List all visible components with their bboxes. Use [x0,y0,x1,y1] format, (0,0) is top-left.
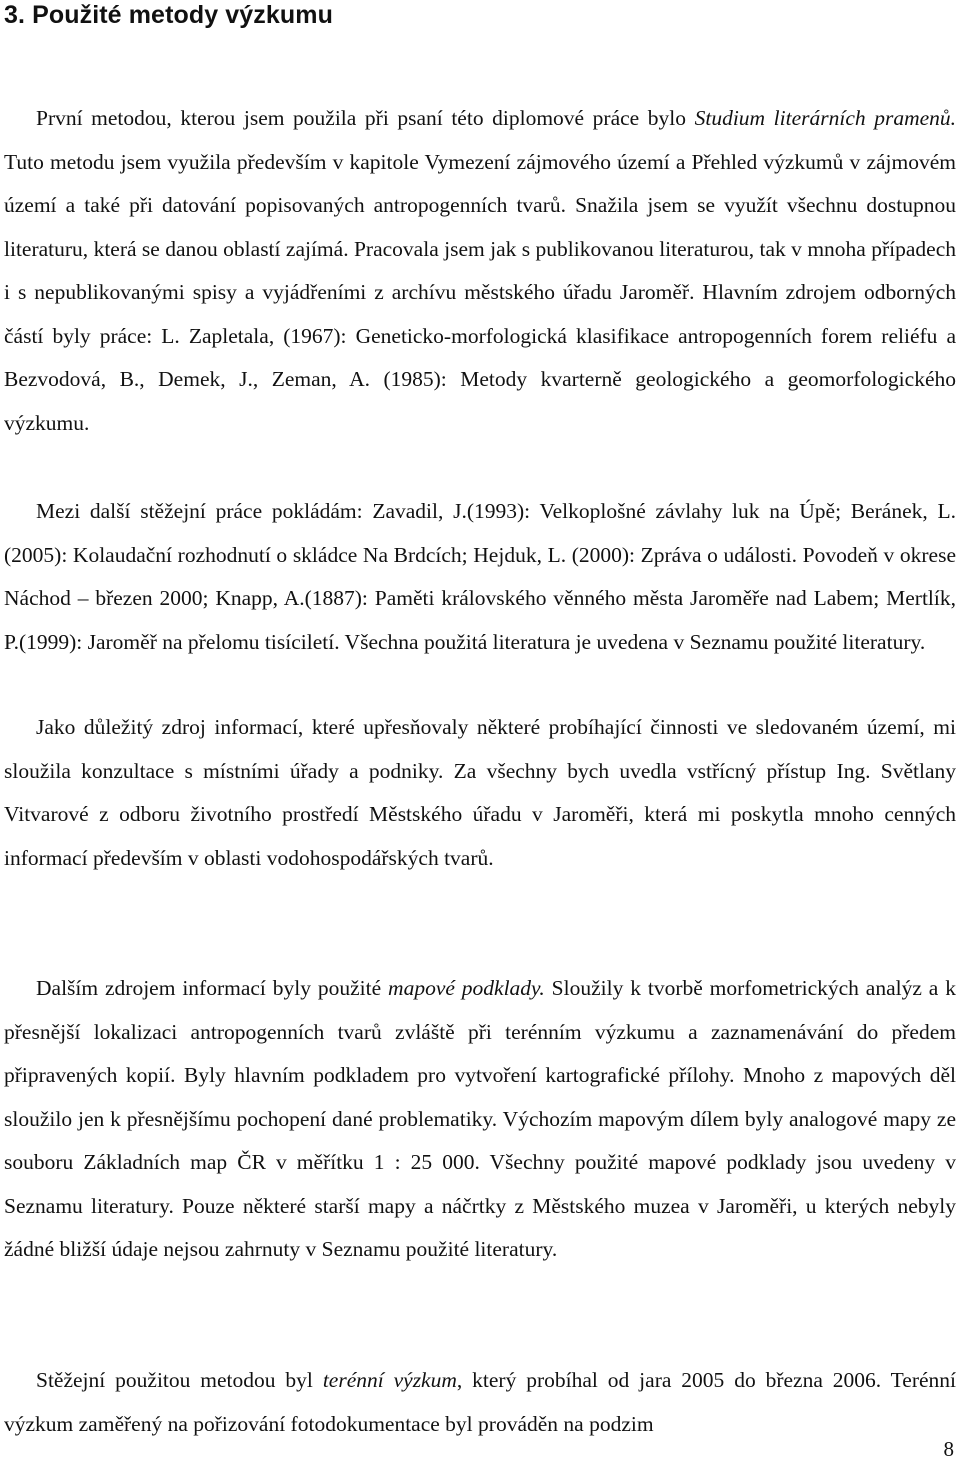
paragraph-consultation: Jako důležitý zdroj informací, které upřesňovaly některé probíhající činnosti ve sledovaném území, mi sloužila konzultace s místními úřady a podniky. Za všechny bych uvedla vstřícný přístup Ing. Světlany Vitvarové z odboru životního prostředí Městského úřadu v Jaroměři, která mi poskytla mnoho cenných informací především v oblasti vodohospodářských tvarů. [4,715,956,870]
emphasis-text: Studium literárních pramenů. [694,106,957,130]
paragraph-key-works: Mezi další stěžejní práce pokládám: Zavadil, J.(1993): Velkoplošné závlahy luk na Úpě; Beránek, L. (2005): Kolaudační rozhodnutí o skládce Na Brdcích; Hejduk, L. (2000): Zpráva o události. Povodeň v okrese Náchod – březen 2000; Knapp, A.(1887): Paměti královského věnného města Jaroměře nad Labem; Mertlík, P.(1999): Jaroměř na přelomu tisíciletí. Všechna použitá literatura je uvedena v Seznamu použité literatury. [4,499,956,654]
emphasis-text: terénní výzkum [322,1368,457,1392]
paragraph-field-research [4,1359,956,1446]
page-number: 8 [943,1437,954,1461]
paragraph-text: Sloužily k tvorbě morfometrických analýz a k přesnější lokalizaci antropogenních tvarů zvláště při terénním výzkumu a zaznamenávání do předem připravených kopií. Byly hlavním podkladem pro vytvoření kartografické přílohy. Mnoho z mapových děl sloužilo jen k přesnějšímu pochopení dané problematiky. Výchozím mapovým dílem byly analogové mapy ze souboru Základních map ČR v měřítku 1 : 25 000. Všechny použité mapové podklady jsou uvedeny v Seznamu literatury. Pouze některé starší mapy a náčrtky z Městského muzea v Jaroměři, u kterých nebyly žádné bližší údaje nejsou zahrnuty v Seznamu použité literatury. [4,976,956,1261]
paragraph-literature-study [4,97,956,445]
emphasis-text: mapové podklady. [388,976,545,1000]
paragraph-text: První metodou, kterou jsem použila při psaní této diplomové práce bylo [36,106,695,130]
paragraph-text: Tuto metodu jsem využila především v kapitole Vymezení zájmového území a Přehled výzkumů v zájmovém území a také při datování popisovaných antropogenních tvarů. Snažila jsem se využít všechnu dostupnou literaturu, která se danou oblastí zajímá. Pracovala jsem jak s publikovanou literaturou, tak v mnoha případech i s nepublikovanými spisy a vyjádřeními z archívu městského úřadu Jaroměř. Hlavním zdrojem odborných částí byly práce: L. Zapletala, (1967): Geneticko-morfologická klasifikace antropogenních forem reliéfu a Bezvodová, B., Demek, J., Zeman, A. (1985): Metody kvarterně geologického a geomorfologického výzkumu. [4,149,956,435]
paragraph-text: Dalším zdrojem informací byly použité [36,976,389,1000]
paragraph-text: Stěžejní použitou metodou byl [36,1368,323,1392]
paragraph-text: , který probíhal od jara 2005 do března 2006. Terénní výzkum zaměřený na pořizování fotodokumentace byl prováděn na podzim [4,1368,957,1436]
section-heading: 3. Použité metody výzkumu [4,1,333,29]
paragraph-map-sources [4,967,956,1272]
